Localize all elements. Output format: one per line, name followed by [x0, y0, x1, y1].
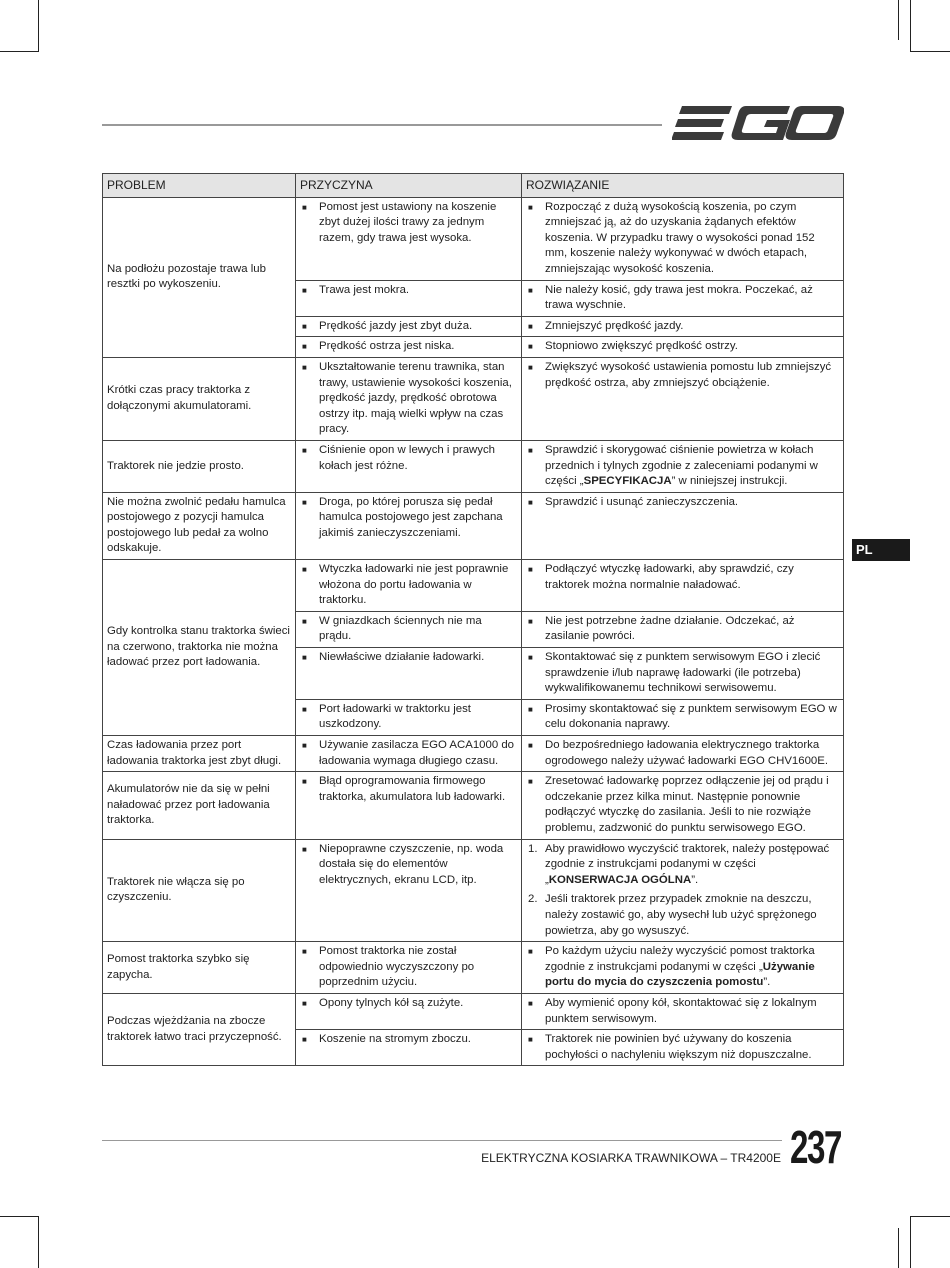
cause-cell [296, 1030, 522, 1066]
table-header-row [103, 174, 844, 198]
solution-text: ■ Traktorek nie powinien być używany do koszenia pochyłości o nachyleniu większym niż dopuszczalne. [526, 1032, 839, 1063]
cause-text: ■ Trawa jest mokra. [300, 283, 517, 299]
solution-cell [522, 772, 844, 839]
problem-cell: Traktorek nie jedzie prosto. [103, 440, 296, 492]
solution-text: ■ Prosimy skontaktować się z punktem serwisowym EGO w celu dokonania naprawy. [526, 702, 839, 733]
table-row [103, 942, 844, 994]
problem-cell: Traktorek nie włącza się po czyszczeniu. [103, 839, 296, 942]
cause-cell [296, 611, 522, 647]
table-row [103, 772, 844, 839]
solution-cell [522, 316, 844, 337]
solution-text: Aby prawidłowo wyczyścić traktorek, należy postępować zgodnie z instrukcjami podanymi w części „ [545, 842, 830, 886]
crop-mark [0, 51, 39, 52]
solution-cell [522, 440, 844, 492]
cause-text: ■ Prędkość ostrza jest niska. [300, 339, 517, 355]
page-number: 237 [790, 1121, 841, 1173]
crop-mark [38, 1216, 39, 1268]
cause-text: ■ Pomost traktorka nie został odpowiednio wyczyszczony po poprzednim użyciu. [300, 944, 517, 991]
problem-cell: Podczas wjeżdżania na zbocze traktorek łatwo traci przyczepność. [103, 993, 296, 1065]
problem-cell: Czas ładowania przez port ładowania traktorka jest zbyt długi. [103, 736, 296, 772]
cause-text: ■ Pomost jest ustawiony na koszenie zbyt dużej ilości trawy za jednym razem, gdy trawa jest wysoka. [300, 200, 517, 247]
solution-text: ■ Rozpocząć z dużą wysokością koszenia, po czym zmniejszać ją, aż do uzyskania żądanych efektów koszenia. W przypadku trawy o wysokości ponad 152 mm, koszenie należy wykonywać w dwóch etapach, zmniejszając wysokość koszenia. [526, 200, 839, 278]
solution-text: ■ Stopniowo zwiększyć prędkość ostrzy. [526, 339, 839, 355]
cause-text: ■ Niepoprawne czyszczenie, np. woda dostała się do elementów elektrycznych, ekranu LCD, itp. [300, 842, 517, 889]
solution-cell [522, 648, 844, 700]
solution-text: ” w niniejszej instrukcji. [671, 475, 788, 488]
cause-text: ■ Używanie zasilacza EGO ACA1000 do ładowania wymaga długiego czasu. [300, 738, 517, 769]
solution-text: ■ Zwiększyć wysokość ustawienia pomostu lub zmniejszyć prędkość ostrza, aby zmniejszyć obciążenie. [526, 360, 839, 391]
language-tab: PL [852, 539, 910, 561]
solution-reference: KONSERWACJA OGÓLNA [548, 873, 692, 886]
crop-mark [38, 0, 39, 52]
column-header-solution: ROZWIĄZANIE [522, 174, 844, 198]
cause-cell [296, 772, 522, 839]
cause-cell [296, 337, 522, 358]
step-number: 2. [528, 893, 538, 906]
solution-cell [522, 699, 844, 735]
table-row [103, 440, 844, 492]
troubleshooting-table [102, 173, 844, 1066]
table-row [103, 736, 844, 772]
solution-cell [522, 839, 844, 942]
cause-text: ■ Ukształtowanie terenu trawnika, stan trawy, ustawienie wysokości koszenia, prędkość jazdy, prędkość obrotowa ostrzy itp. mają wielki wpływ na czas pracy. [300, 360, 517, 438]
footer-rule [102, 1140, 782, 1141]
solution-text: ”. [763, 976, 771, 989]
solution-text: ■ Sprawdzić i usunąć zanieczyszczenia. [526, 495, 839, 511]
solution-cell [522, 1030, 844, 1066]
problem-cell: Krótki czas pracy traktorka z dołączonymi akumulatorami. [103, 357, 296, 440]
solution-text: Sprawdzić i skorygować ciśnienie powietrza w kołach przednich i tylnych zgodnie z zaleceniami podanymi w części „ [545, 443, 818, 488]
crop-mark [910, 1216, 950, 1217]
solution-cell [522, 942, 844, 994]
step-number: 1. [528, 842, 538, 855]
crop-mark [910, 0, 911, 52]
cause-cell [296, 736, 522, 772]
crop-mark [910, 51, 950, 52]
cause-text: ■ Wtyczka ładowarki nie jest poprawnie włożona do portu ładowania w traktorku. [300, 562, 517, 609]
solution-reference: Używanie portu do mycia do czyszczenia pomostu [545, 960, 815, 989]
crop-mark [0, 1216, 39, 1217]
solution-cell [522, 736, 844, 772]
solution-text: ■ Podłączyć wtyczkę ładowarki, aby sprawdzić, czy traktorek można normalnie naładować. [526, 562, 839, 593]
crop-mark [910, 1216, 911, 1268]
cause-text: ■ Koszenie na stromym zboczu. [300, 1032, 517, 1048]
cause-cell [296, 942, 522, 994]
solution-text [526, 443, 839, 490]
crop-mark [898, 1228, 899, 1268]
solution-cell [522, 280, 844, 316]
solution-text [526, 944, 839, 991]
solution-cell [522, 560, 844, 612]
solution-cell [522, 492, 844, 559]
solution-text: ■ Zmniejszyć prędkość jazdy. [526, 319, 839, 335]
cause-cell [296, 316, 522, 337]
cause-cell [296, 280, 522, 316]
table-row [103, 993, 844, 1029]
cause-text: ■ Błąd oprogramowania firmowego traktorka, akumulatora lub ładowarki. [300, 774, 517, 805]
solution-text: ■ Zresetować ładowarkę poprzez odłączenie jej od prądu i odczekanie przez kilka minut. Następnie ponownie podłączyć wtyczkę do zasilania. Jeśli to nie rozwiąże problemu, zadzwonić do punktu serwisowego EGO. [526, 774, 839, 836]
solution-step [526, 892, 839, 939]
problem-cell: Nie można zwolnić pedału hamulca postojowego z pozycji hamulca postojowego lub pedał za wolno odskakuje. [103, 492, 296, 559]
cause-cell [296, 197, 522, 280]
footer-title: ELEKTRYCZNA KOSIARKA TRAWNIKOWA – TR4200E [481, 1151, 781, 1165]
solution-cell [522, 993, 844, 1029]
solution-text: ■ Nie jest potrzebne żadne działanie. Odczekać, aż zasilanie powróci. [526, 614, 839, 645]
solution-text: Po każdym użyciu należy wyczyścić pomost traktorka zgodnie z instrukcjami podanymi w części „ [545, 945, 815, 973]
solution-text: ■ Aby wymienić opony kół, skontaktować się z lokalnym punktem serwisowym. [526, 996, 839, 1027]
solution-text: ”. [691, 873, 699, 886]
solution-text: ■ Do bezpośredniego ładowania elektrycznego traktorka ogrodowego należy używać ładowarki EGO CHV1600E. [526, 738, 839, 769]
cause-cell [296, 839, 522, 942]
header-rule [102, 124, 662, 126]
solution-cell [522, 611, 844, 647]
solution-text: Jeśli traktorek przez przypadek zmoknie na deszczu, należy zostawić go, aby wysechł lub użyć sprężonego powietrza, aby go wysuszyć. [545, 893, 817, 937]
cause-cell [296, 357, 522, 440]
cause-text: ■ Ciśnienie opon w lewych i prawych kołach jest różne. [300, 443, 517, 474]
table-row [103, 357, 844, 440]
problem-cell: Akumulatorów nie da się w pełni naładować przez port ładowania traktorka. [103, 772, 296, 839]
solution-step [526, 842, 839, 889]
cause-cell [296, 993, 522, 1029]
cause-text: ■ Prędkość jazdy jest zbyt duża. [300, 319, 517, 335]
cause-text: ■ Niewłaściwe działanie ładowarki. [300, 650, 517, 666]
table-row [103, 839, 844, 942]
cause-text: ■ Droga, po której porusza się pedał hamulca postojowego jest zapchana jakimiś zanieczyszczeniami. [300, 495, 517, 542]
solution-cell [522, 337, 844, 358]
cause-text: ■ Port ładowarki w traktorku jest uszkodzony. [300, 702, 517, 733]
table-row [103, 197, 844, 280]
cause-cell [296, 440, 522, 492]
solution-reference: SPECYFIKACJA [583, 475, 672, 488]
ego-logo [672, 104, 844, 144]
table-row [103, 492, 844, 559]
cause-cell [296, 699, 522, 735]
cause-cell [296, 648, 522, 700]
crop-mark [898, 0, 899, 40]
solution-text: ■ Skontaktować się z punktem serwisowym EGO i zlecić sprawdzenie i/lub naprawę ładowarki (ile potrzeba) wykwalifikowanemu technikowi serwisowemu. [526, 650, 839, 697]
cause-text: ■ W gniazdkach ściennych nie ma prądu. [300, 614, 517, 645]
problem-cell: Gdy kontrolka stanu traktorka świeci na czerwono, traktorka nie można ładować przez port ładowania. [103, 560, 296, 736]
cause-text: ■ Opony tylnych kół są zużyte. [300, 996, 517, 1012]
problem-cell: Pomost traktorka szybko się zapycha. [103, 942, 296, 994]
cause-cell [296, 492, 522, 559]
solution-cell [522, 357, 844, 440]
column-header-cause: PRZYCZYNA [296, 174, 522, 198]
column-header-problem: PROBLEM [103, 174, 296, 198]
table-row [103, 560, 844, 612]
solution-text: ■ Nie należy kosić, gdy trawa jest mokra. Poczekać, aż trawa wyschnie. [526, 283, 839, 314]
solution-cell [522, 197, 844, 280]
cause-cell [296, 560, 522, 612]
problem-cell: Na podłożu pozostaje trawa lub resztki po wykoszeniu. [103, 197, 296, 357]
